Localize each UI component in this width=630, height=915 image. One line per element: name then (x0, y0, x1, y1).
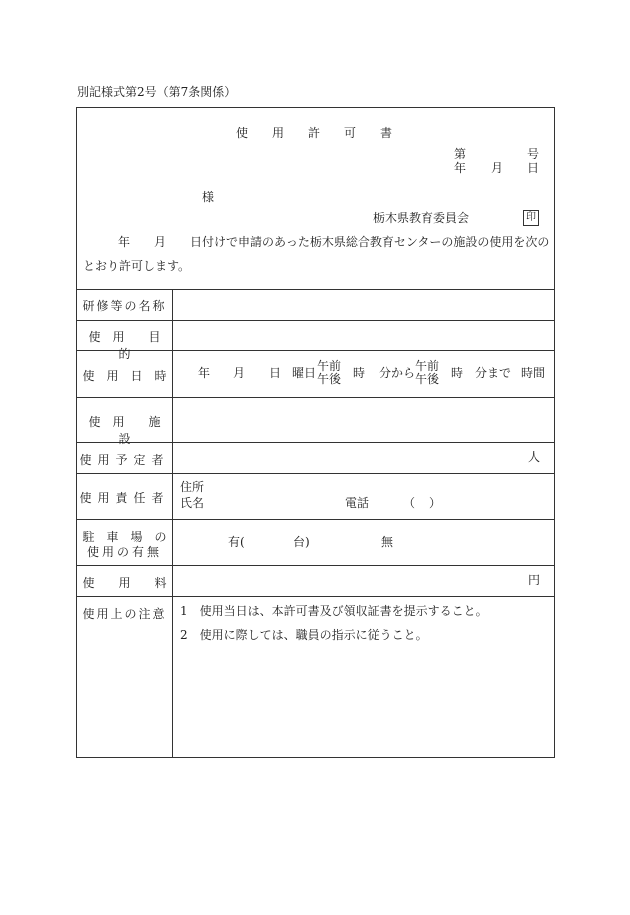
row-divider (77, 397, 554, 398)
number-dai: 第 (454, 147, 467, 161)
label-parking-line1: 駐 車 場 の (82, 530, 167, 544)
note-item: 1 使用当日は、本許可書及び領収証書を提示すること。 (180, 604, 488, 618)
responsible-name-label: 氏名 (180, 496, 205, 510)
responsible-address-label: 住所 (180, 480, 205, 494)
datetime-hi: 日 (269, 366, 282, 380)
datetime-ji-end: 時 (451, 366, 464, 380)
document-title: 使 用 許 可 書 (236, 126, 393, 140)
label-column-divider (172, 289, 173, 757)
label-training-name: 研修等の名称 (82, 299, 167, 313)
seal-stamp: 印 (523, 210, 539, 226)
datetime-youbi: 曜日 (292, 366, 317, 380)
parking-unit: 台) (293, 535, 310, 549)
phone-paren-open: （ (403, 496, 416, 510)
body-text-line2: とおり許可します。 (83, 259, 191, 273)
label-planned-users: 使用予定者 (79, 453, 170, 467)
pm-label: 午後 (415, 371, 440, 386)
fee-unit: 円 (528, 573, 541, 587)
label-fee: 使 用 料 (82, 576, 167, 590)
label-notes: 使用上の注意 (82, 607, 167, 621)
issuer-name: 栃木県教育委員会 (373, 211, 470, 225)
label-purpose: 使 用 目 的 (88, 330, 173, 361)
label-facility: 使 用 施 設 (88, 415, 173, 446)
datetime-fun-made: 分まで (475, 366, 512, 380)
row-divider (77, 565, 554, 566)
datetime-nen: 年 (198, 366, 211, 380)
am-label: 午前 (415, 359, 440, 373)
parking-no: 無 (381, 535, 394, 549)
datetime-ampm-start (317, 360, 341, 385)
responsible-phone-label: 電話 (345, 496, 370, 510)
datetime-tsuki: 月 (233, 366, 246, 380)
addressee-suffix: 様 (202, 190, 215, 204)
permit-form (76, 107, 555, 758)
datetime-fun-kara: 分から (379, 366, 416, 380)
number-go: 号 (527, 147, 540, 161)
form-number-label: 別記様式第2号（第7条関係） (77, 85, 237, 99)
planned-users-unit: 人 (528, 450, 541, 464)
row-divider (77, 289, 554, 290)
am-label: 午前 (317, 359, 342, 373)
row-divider (77, 320, 554, 321)
label-responsible: 使用責任者 (79, 491, 170, 505)
phone-paren-close: ） (429, 496, 442, 510)
row-divider (77, 473, 554, 474)
datetime-ji-start: 時 (353, 366, 366, 380)
date-hi: 日 (527, 161, 540, 175)
row-divider (77, 519, 554, 520)
pm-label: 午後 (317, 371, 342, 386)
row-divider (77, 596, 554, 597)
body-text-line1: 年 月 日付けで申請のあった栃木県総合教育センターの施設の使用を次の (118, 235, 550, 249)
label-parking-line2: 使用の有無 (86, 545, 162, 559)
date-nen: 年 (454, 161, 467, 175)
note-item: 2 使用に際しては、職員の指示に従うこと。 (180, 628, 428, 642)
date-tsuki: 月 (491, 161, 504, 175)
datetime-jikan: 時間 (521, 366, 546, 380)
parking-yes: 有( (228, 535, 245, 549)
label-datetime: 使 用 日 時 (82, 369, 167, 383)
datetime-ampm-end (415, 360, 439, 385)
